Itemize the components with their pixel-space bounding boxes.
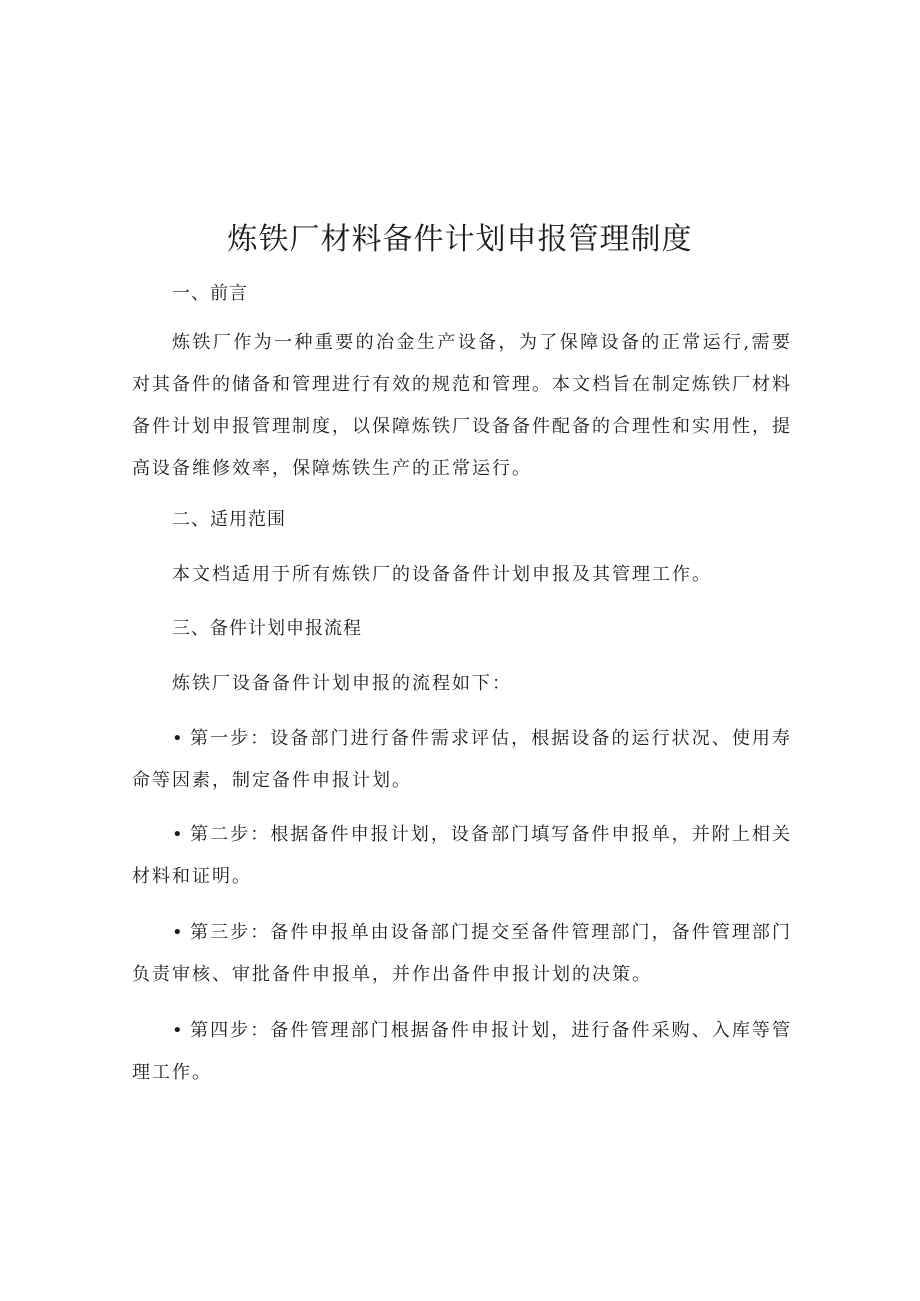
list-item-step-3: [132, 912, 792, 996]
step-text: 第三步：备件申报单由设备部门提交至备件管理部门，备件管理部门负责审核、审批备件申报单，并作出备件申报计划的决策。: [132, 922, 792, 985]
step-text: 第四步：备件管理部门根据备件申报计划，进行备件采购、入库等管理工作。: [132, 1020, 792, 1083]
process-intro-paragraph: 炼铁厂设备备件计划申报的流程如下：: [172, 673, 512, 694]
bullet-icon: •: [172, 728, 185, 749]
bullet-icon: •: [172, 824, 185, 845]
section-heading-process: 三、备件计划申报流程: [172, 618, 362, 639]
step-text: 第二步：根据备件申报计划，设备部门填写备件申报单，并附上相关材料和证明。: [132, 824, 792, 887]
document-title: 炼铁厂材料备件计划申报管理制度: [227, 222, 693, 257]
list-item-step-1: [132, 718, 792, 802]
bullet-icon: •: [172, 922, 185, 943]
bullet-icon: •: [172, 1020, 185, 1041]
scope-paragraph: 本文档适用于所有炼铁厂的设备备件计划申报及其管理工作。: [172, 564, 712, 585]
preface-paragraph: 炼铁厂作为一种重要的冶金生产设备，为了保障设备的正常运行,需要对其备件的储备和管理进行有效的规范和管理。本文档旨在制定炼铁厂材料备件计划申报管理制度，以保障炼铁厂设备备件配备的合理性和实用性，提高设备维修效率，保障炼铁生产的正常运行。: [132, 332, 792, 479]
step-text: 第一步：设备部门进行备件需求评估，根据设备的运行状况、使用寿命等因素，制定备件申报计划。: [132, 728, 792, 791]
section-heading-scope: 二、适用范围: [172, 509, 286, 530]
list-item-step-4: [132, 1010, 792, 1094]
list-item-step-2: [132, 814, 792, 898]
section-heading-preface: 一、前言: [172, 283, 248, 304]
